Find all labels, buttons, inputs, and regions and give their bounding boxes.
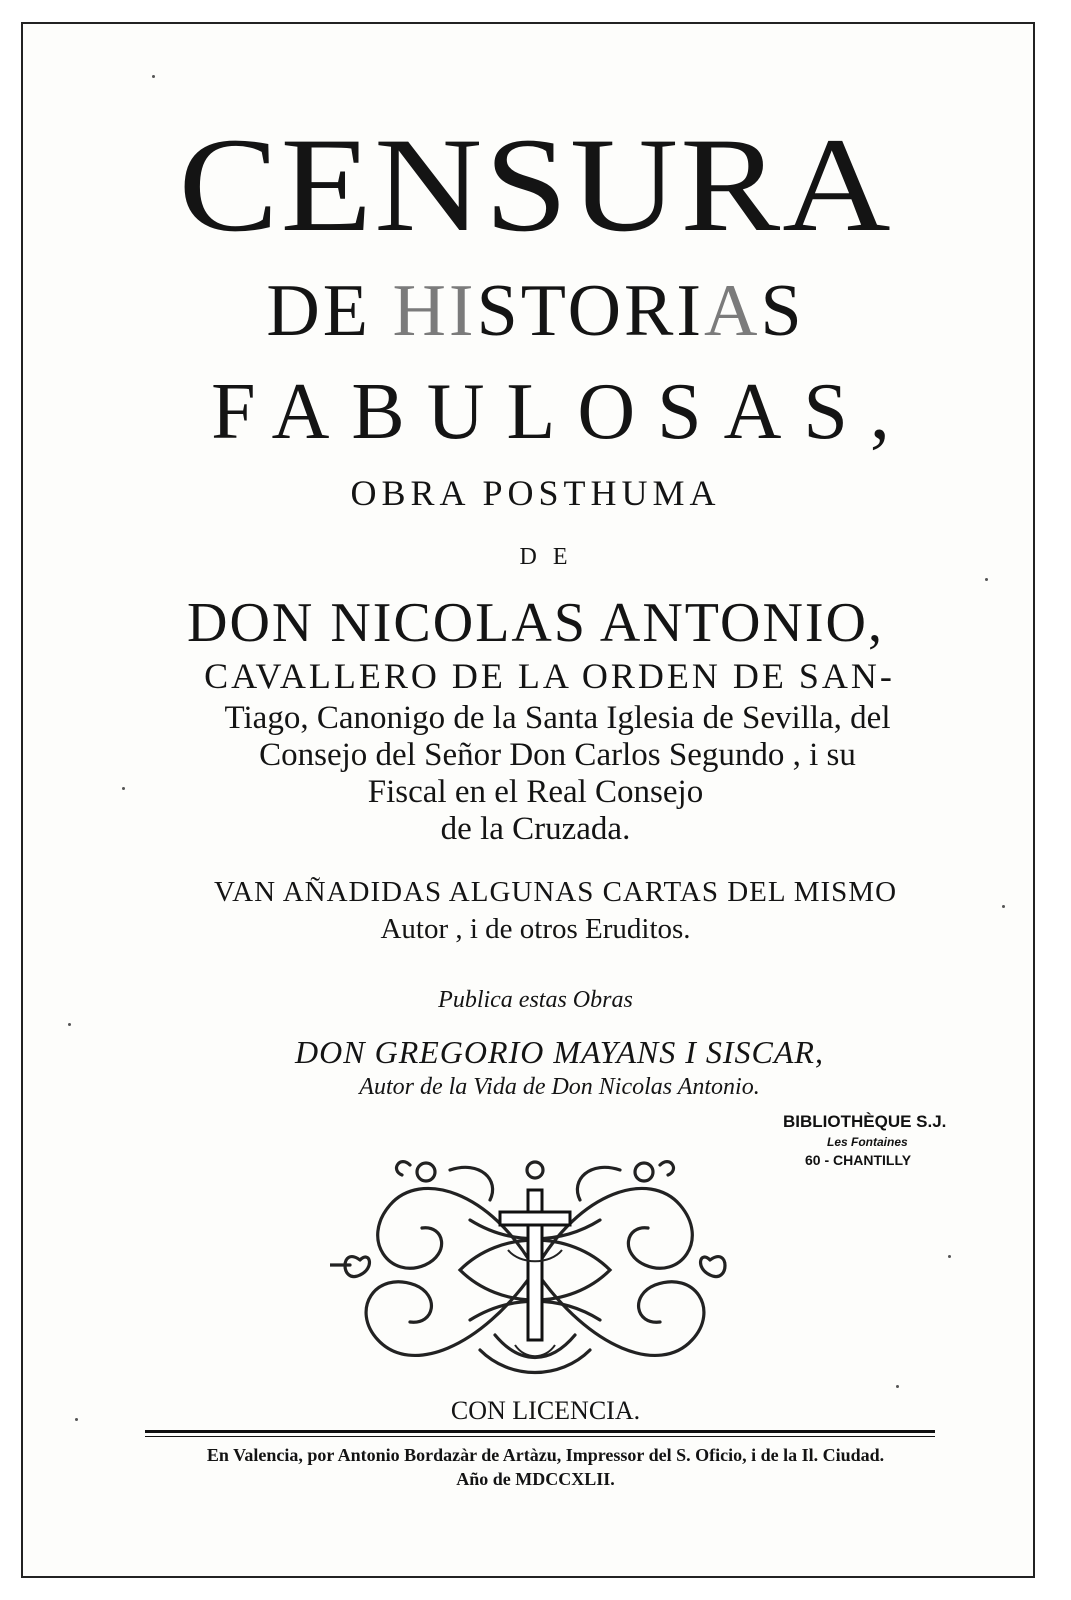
ink-speck xyxy=(985,578,988,581)
additions-line: Autor , i de otros Eruditos. xyxy=(380,913,691,945)
title-historias-s: S xyxy=(760,270,805,352)
ink-speck xyxy=(1002,905,1005,908)
title-historias-mid: STORI xyxy=(476,270,705,352)
title-historias-hi: HI xyxy=(392,270,477,352)
title-fabulosas: FABULOSAS, xyxy=(211,368,912,456)
ink-speck xyxy=(896,1385,899,1388)
publisher-intro: Publica estas Obras xyxy=(438,987,633,1013)
imprint-line: En Valencia, por Antonio Bordazàr de Artàzu, Impressor del S. Oficio, i de la Il. Ciudad. xyxy=(206,1445,885,1465)
editor-description: Autor de la Vida de Don Nicolas Antonio. xyxy=(359,1074,760,1100)
divider-rule xyxy=(145,1430,935,1433)
ink-speck xyxy=(122,787,125,790)
ink-speck xyxy=(948,1255,951,1258)
author-desc-line: Consejo del Señor Don Carlos Segundo , i su xyxy=(259,737,856,773)
licence-notice: CON LICENCIA. xyxy=(450,1396,641,1425)
additions-line: VAN AÑADIDAS ALGUNAS CARTAS DEL MISMO xyxy=(213,876,898,908)
ink-speck xyxy=(68,1023,71,1026)
ink-speck xyxy=(75,1418,78,1421)
author-desc-line: Fiscal en el Real Consejo xyxy=(367,774,704,810)
stamp-line: Les Fontaines xyxy=(827,1135,908,1149)
imprint-year: Año de MDCCXLII. xyxy=(456,1469,615,1489)
editor-name: DON GREGORIO MAYANS I SISCAR, xyxy=(295,1034,824,1070)
title-main: CENSURA xyxy=(178,110,893,260)
stamp-line: 60 - CHANTILLY xyxy=(805,1152,912,1168)
author-desc-line: CAVALLERO DE LA ORDEN DE SAN- xyxy=(204,656,895,696)
divider-rule-thin xyxy=(145,1436,935,1437)
stamp-line: BIBLIOTHÈQUE S.J. xyxy=(783,1112,947,1131)
author-name: DON NICOLAS ANTONIO, xyxy=(187,592,884,654)
author-desc-line: Tiago, Canonigo de la Santa Iglesia de Sevilla, del xyxy=(224,700,891,736)
author-desc-line: de la Cruzada. xyxy=(440,811,631,847)
cross-ornament-icon xyxy=(330,1150,740,1390)
title-de-historias xyxy=(0,270,1071,352)
library-stamp xyxy=(775,1112,975,1168)
work-kind: OBRA POSTHUMA xyxy=(350,473,721,513)
title-historias-a: A xyxy=(704,270,761,352)
title-de: DE xyxy=(266,270,393,352)
work-de: DE xyxy=(519,544,584,570)
ink-speck xyxy=(152,75,155,78)
